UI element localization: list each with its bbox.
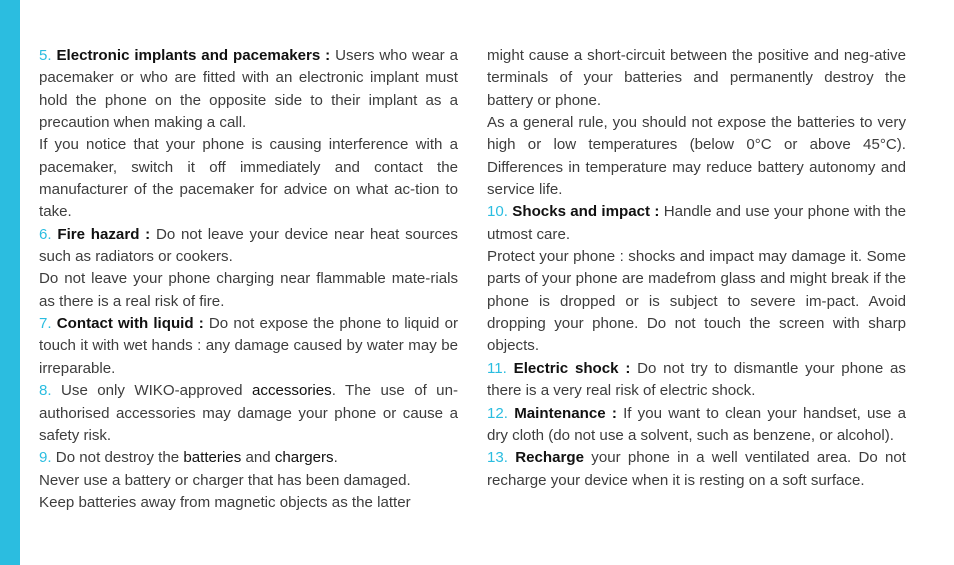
section-9-text-end: .: [333, 449, 338, 467]
section-8: [39, 380, 458, 447]
section-7: [39, 313, 458, 380]
section-7-heading: Contact with liquid :: [56, 315, 204, 333]
section-6: [39, 224, 458, 269]
section-11: [487, 358, 906, 403]
section-12-heading: Maintenance :: [514, 404, 617, 422]
chargers-keyword: chargers: [274, 449, 334, 467]
section-7-number: 7.: [39, 315, 52, 333]
section-10-heading: Shocks and impact :: [512, 203, 660, 221]
section-9: [39, 447, 458, 469]
section-5-paragraph-2: If you notice that your phone is causing interference with a pacemaker, switch it off immediately and contact the manufacturer of the pacemaker for advice on what ac-tion to take.: [39, 136, 458, 221]
section-10-number: 10.: [487, 203, 508, 221]
section-11-heading: Electric shock :: [513, 359, 631, 377]
section-6-heading: Fire hazard :: [57, 225, 151, 243]
section-9-paragraph-3: Keep batteries away from magnetic objects as the latter: [39, 493, 411, 511]
section-6-paragraph-2: Do not leave your phone charging near flammable mate-rials as there is a real risk of fire.: [39, 270, 458, 310]
section-11-text: Do not try to dismantle your phone as there is a very real risk of electric shock.: [487, 359, 906, 400]
accessories-keyword: accessories: [252, 382, 332, 400]
section-11-number: 11.: [487, 359, 507, 377]
section-9-text-start: Do not destroy the: [55, 449, 180, 467]
section-8-number: 8.: [39, 382, 52, 400]
section-12-number: 12.: [487, 404, 508, 422]
section-12: [487, 403, 906, 448]
section-5: [39, 45, 458, 134]
section-8-text-start: Use only WIKO-approved: [61, 382, 243, 400]
section-5-heading: Electronic implants and pacemakers :: [56, 47, 331, 64]
section-10-paragraph-2: Protect your phone : shocks and impact may damage it. Some parts of your phone are madefrom glass and might break if the phone is dropped or is subject to severe im-pact. Avoid dropping your phone. Do not touch the screen with sharp objects.: [487, 248, 906, 355]
batteries-keyword: batteries: [183, 449, 242, 467]
section-9-paragraph-2: Never use a battery or charger that has been damaged.: [39, 471, 411, 489]
continuation-paragraph-2: As a general rule, you should not expose the batteries to very high or low temperatures (below 0°C or above 45°C). Differences in temperature may reduce battery autonomy and service life.: [487, 114, 906, 199]
section-5-number: 5.: [39, 47, 52, 64]
right-column: [487, 45, 906, 492]
section-6-text: Do not leave your device near heat sources such as radiators or cookers.: [39, 225, 458, 266]
accent-sidebar-bar: [0, 0, 20, 565]
section-13: [487, 447, 906, 492]
continuation-paragraph-1: might cause a short-circuit between the positive and neg-ative terminals of your batteries and permanently destroy the battery or phone.: [487, 47, 906, 109]
section-13-text: your phone in a well ventilated area. Do not recharge your device when it is resting on a soft surface.: [487, 449, 906, 489]
section-10-text: Handle and use your phone with the utmost care.: [487, 203, 907, 243]
section-9-number: 9.: [39, 449, 52, 467]
section-5-text: Users who wear a pacemaker or who are fitted with an electronic implant must hold the phone on the opposite side to their implant as a precaution when making a call.: [39, 47, 458, 132]
section-6-number: 6.: [39, 225, 52, 243]
section-7-text: Do not expose the phone to liquid or touch it with wet hands : any damage caused by water may be irreparable.: [39, 315, 458, 377]
section-8-text-end: . The use of un-authorised accessories may damage your phone or cause a safety risk.: [39, 382, 458, 444]
left-column: [39, 45, 458, 514]
section-9-text-mid: and: [245, 449, 271, 467]
section-13-heading: Recharge: [515, 449, 585, 467]
section-10: [487, 201, 906, 246]
section-13-number: 13.: [487, 449, 508, 467]
section-12-text: If you want to clean your handset, use a dry cloth (do not use a solvent, such as benzene, or alcohol).: [487, 404, 906, 444]
